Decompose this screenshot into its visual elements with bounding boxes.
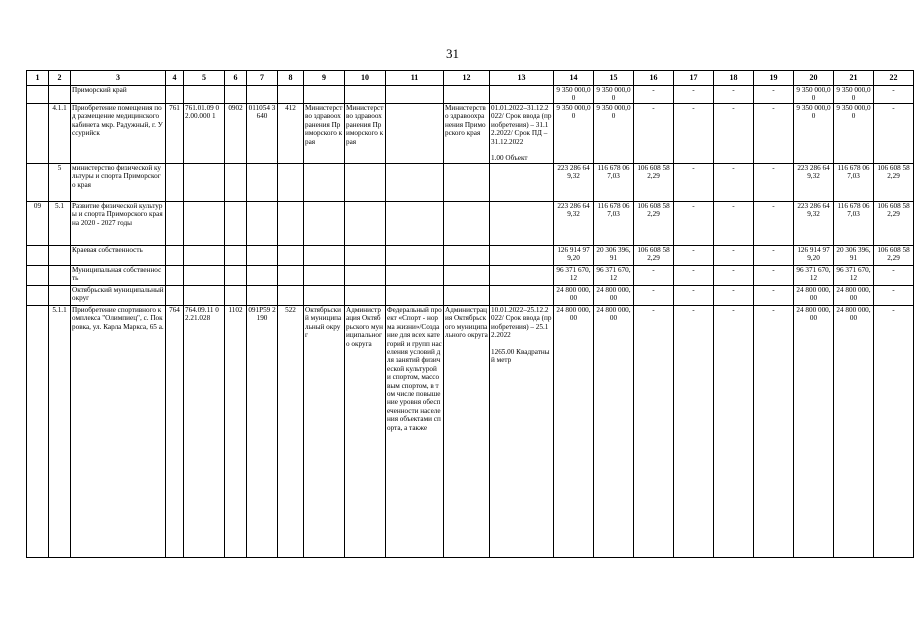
table-cell-col-2 (49, 86, 71, 104)
table-cell-col-13 (490, 266, 554, 286)
table-cell-col-10 (345, 286, 386, 306)
table-cell-col-17: - (674, 266, 714, 286)
table-cell-col-7 (247, 164, 278, 202)
table-cell-col-14: 9 350 000,00 (554, 104, 594, 164)
table-cell-col-19: - (754, 266, 794, 286)
table-cell-col-4 (166, 164, 184, 202)
table-cell-col-3: министерство физической культуры и спорта Приморского края (71, 164, 166, 202)
table-cell-col-18: - (714, 104, 754, 164)
table-cell-col-22: 106 608 582,29 (874, 246, 914, 266)
table-cell-col-13 (490, 286, 554, 306)
table-cell-col-18: - (714, 246, 754, 266)
table-cell-col-13 (490, 164, 554, 202)
table-cell-col-22: - (874, 306, 914, 558)
table-cell-col-16: - (634, 266, 674, 286)
table-cell-col-14: 24 800 000,00 (554, 286, 594, 306)
table-cell-col-20: 9 350 000,00 (794, 104, 834, 164)
table-cell-col-6 (225, 266, 247, 286)
table-cell-col-9 (304, 266, 345, 286)
table-cell-col-9 (304, 246, 345, 266)
table-cell-col-21: 96 371 670,12 (834, 266, 874, 286)
table-cell-col-2 (49, 286, 71, 306)
table-cell-col-7: 011054 3640 (247, 104, 278, 164)
table-cell-col-22: - (874, 104, 914, 164)
table-row (27, 104, 914, 164)
table-cell-col-2: 5.1 (49, 202, 71, 246)
table-cell-col-16: - (634, 86, 674, 104)
table-cell-col-6: 1102 (225, 306, 247, 558)
table-cell-col-6 (225, 202, 247, 246)
table-cell-col-11: Федеральный проект «Спорт - норма жизни»/Создание для всех категорий и групп населения условий для занятий физической культурой и спортом, массовым спортом, в том числе повышение уровня обеспеченности населения объектами спорта, а также (386, 306, 444, 558)
header-col-4: 4 (166, 71, 184, 86)
table-cell-col-12: Администрация Октябрьского муниципального округа (444, 306, 490, 558)
table-cell-col-9 (304, 286, 345, 306)
table-cell-col-11 (386, 286, 444, 306)
table-cell-col-11 (386, 246, 444, 266)
table-cell-col-4 (166, 266, 184, 286)
table-cell-col-13: 10.01.2022–25.12.2022/ Срок ввода (приобретения) – 25.12.2022 1265.00 Квадратный метр (490, 306, 554, 558)
table-cell-col-16: - (634, 306, 674, 558)
table-cell-col-18: - (714, 306, 754, 558)
table-cell-col-17: - (674, 246, 714, 266)
table-cell-col-4: 764 (166, 306, 184, 558)
header-col-20: 20 (794, 71, 834, 86)
table-cell-col-14: 223 286 649,32 (554, 164, 594, 202)
table-cell-col-14: 96 371 670,12 (554, 266, 594, 286)
header-col-18: 18 (714, 71, 754, 86)
table-cell-col-19: - (754, 164, 794, 202)
table-cell-col-13 (490, 246, 554, 266)
table-cell-col-12 (444, 266, 490, 286)
table-cell-col-16: 106 608 582,29 (634, 202, 674, 246)
table-cell-col-20: 9 350 000,00 (794, 86, 834, 104)
table-cell-col-20: 24 800 000,00 (794, 286, 834, 306)
table-cell-col-1: 09 (27, 202, 49, 246)
table-cell-col-1 (27, 86, 49, 104)
table-cell-col-18: - (714, 86, 754, 104)
table-cell-col-20: 96 371 670,12 (794, 266, 834, 286)
table-cell-col-21: 9 350 000,00 (834, 104, 874, 164)
table-cell-col-15: 24 800 000,00 (594, 306, 634, 558)
table-cell-col-10 (345, 202, 386, 246)
table-cell-col-20: 223 286 649,32 (794, 202, 834, 246)
header-col-1: 1 (27, 71, 49, 86)
table-cell-col-5 (184, 202, 225, 246)
table-cell-col-4: 761 (166, 104, 184, 164)
table-cell-col-21: 24 800 000,00 (834, 286, 874, 306)
table-cell-col-17: - (674, 202, 714, 246)
header-col-5: 5 (184, 71, 225, 86)
table-cell-col-15: 9 350 000,00 (594, 86, 634, 104)
header-col-17: 17 (674, 71, 714, 86)
table-cell-col-12 (444, 246, 490, 266)
table-cell-col-14: 223 286 649,32 (554, 202, 594, 246)
table-cell-col-15: 96 371 670,12 (594, 266, 634, 286)
header-col-11: 11 (386, 71, 444, 86)
table-cell-col-3: Краевая собственность (71, 246, 166, 266)
table-cell-col-2: 5 (49, 164, 71, 202)
table-cell-col-18: - (714, 286, 754, 306)
table-cell-col-5 (184, 86, 225, 104)
table-cell-col-20: 223 286 649,32 (794, 164, 834, 202)
table-cell-col-15: 116 678 067,03 (594, 164, 634, 202)
table-cell-col-12 (444, 86, 490, 104)
table-cell-col-4 (166, 202, 184, 246)
table-row (27, 246, 914, 266)
table-cell-col-7 (247, 202, 278, 246)
table-cell-col-6 (225, 86, 247, 104)
table-cell-col-7: 091P59 2190 (247, 306, 278, 558)
header-col-10: 10 (345, 71, 386, 86)
table-cell-col-10 (345, 86, 386, 104)
table-cell-col-11 (386, 104, 444, 164)
table-cell-col-19: - (754, 306, 794, 558)
header-col-21: 21 (834, 71, 874, 86)
table-cell-col-3: Октябрьский муниципальный округ (71, 286, 166, 306)
table-cell-col-13 (490, 86, 554, 104)
header-col-22: 22 (874, 71, 914, 86)
table-cell-col-11 (386, 266, 444, 286)
table-cell-col-12 (444, 164, 490, 202)
table-cell-col-5 (184, 266, 225, 286)
table-cell-col-22: 106 608 582,29 (874, 202, 914, 246)
table-cell-col-16: 106 608 582,29 (634, 164, 674, 202)
table-cell-col-14: 126 914 979,20 (554, 246, 594, 266)
table-cell-col-4 (166, 86, 184, 104)
table-cell-col-20: 24 800 000,00 (794, 306, 834, 558)
table-cell-col-1 (27, 104, 49, 164)
header-col-3: 3 (71, 71, 166, 86)
header-col-9: 9 (304, 71, 345, 86)
table-cell-col-18: - (714, 266, 754, 286)
table-cell-col-1 (27, 306, 49, 558)
table-row (27, 164, 914, 202)
table-row (27, 202, 914, 246)
header-col-13: 13 (490, 71, 554, 86)
table-cell-col-8 (278, 164, 304, 202)
table-cell-col-16: - (634, 286, 674, 306)
table-cell-col-3: Приобретение спортивного комплекса "Олимпиец", с. Покровка, ул. Карла Маркса, 65 а. (71, 306, 166, 558)
table-header-row (27, 71, 914, 86)
table-cell-col-21: 116 678 067,03 (834, 164, 874, 202)
table-cell-col-22: - (874, 286, 914, 306)
table-cell-col-2: 5.1.1 (49, 306, 71, 558)
table-cell-col-19: - (754, 104, 794, 164)
header-col-19: 19 (754, 71, 794, 86)
table-cell-col-10 (345, 266, 386, 286)
table-cell-col-14: 9 350 000,00 (554, 86, 594, 104)
table-cell-col-18: - (714, 202, 754, 246)
table-cell-col-19: - (754, 86, 794, 104)
table-cell-col-10: Администрация Октябрьского муниципального округа (345, 306, 386, 558)
table-cell-col-17: - (674, 86, 714, 104)
table-row (27, 86, 914, 104)
header-col-8: 8 (278, 71, 304, 86)
table-row (27, 286, 914, 306)
table-cell-col-6 (225, 286, 247, 306)
table-cell-col-2: 4.1.1 (49, 104, 71, 164)
table-cell-col-18: - (714, 164, 754, 202)
table-cell-col-4 (166, 286, 184, 306)
budget-table (26, 70, 914, 558)
header-col-2: 2 (49, 71, 71, 86)
table-cell-col-16: - (634, 104, 674, 164)
header-col-12: 12 (444, 71, 490, 86)
table-cell-col-2 (49, 246, 71, 266)
table-cell-col-8: 522 (278, 306, 304, 558)
table-cell-col-9: Октябрьский муниципальный округ (304, 306, 345, 558)
table-cell-col-11 (386, 86, 444, 104)
table-cell-col-5 (184, 246, 225, 266)
table-cell-col-10: Министерство здравоохранения Приморского края (345, 104, 386, 164)
table-cell-col-21: 20 306 396,91 (834, 246, 874, 266)
table-cell-col-5: 761.01.09 02.00.000 1 (184, 104, 225, 164)
table-cell-col-21: 9 350 000,00 (834, 86, 874, 104)
table-cell-col-20: 126 914 979,20 (794, 246, 834, 266)
table-cell-col-1 (27, 286, 49, 306)
table-cell-col-21: 24 800 000,00 (834, 306, 874, 558)
table-cell-col-14: 24 800 000,00 (554, 306, 594, 558)
table-cell-col-6 (225, 164, 247, 202)
table-cell-col-9 (304, 202, 345, 246)
table-cell-col-10 (345, 164, 386, 202)
table-cell-col-9 (304, 164, 345, 202)
table-cell-col-3: Развитие физической культуры и спорта Приморского края на 2020 - 2027 годы (71, 202, 166, 246)
table-cell-col-19: - (754, 286, 794, 306)
header-col-7: 7 (247, 71, 278, 86)
table-cell-col-9 (304, 86, 345, 104)
table-cell-col-17: - (674, 164, 714, 202)
table-cell-col-19: - (754, 202, 794, 246)
header-col-15: 15 (594, 71, 634, 86)
table-cell-col-7 (247, 246, 278, 266)
table-cell-col-15: 116 678 067,03 (594, 202, 634, 246)
table-row (27, 306, 914, 558)
table-cell-col-11 (386, 202, 444, 246)
table-cell-col-13: 01.01.2022–31.12.2022/ Срок ввода (приобретения) – 31.12.2022/ Срок ПД – 31.12.2022 1.00 Объект (490, 104, 554, 164)
table-cell-col-15: 20 306 396,91 (594, 246, 634, 266)
table-cell-col-7 (247, 86, 278, 104)
table-cell-col-9: Министерство здравоохранения Приморского края (304, 104, 345, 164)
table-cell-col-3: Муниципальная собственность (71, 266, 166, 286)
table-cell-col-22: - (874, 266, 914, 286)
header-col-16: 16 (634, 71, 674, 86)
header-col-14: 14 (554, 71, 594, 86)
table-cell-col-8: 412 (278, 104, 304, 164)
table-cell-col-8 (278, 246, 304, 266)
table-cell-col-12 (444, 286, 490, 306)
table-cell-col-6 (225, 246, 247, 266)
table-cell-col-11 (386, 164, 444, 202)
table-cell-col-17: - (674, 286, 714, 306)
table-cell-col-5 (184, 286, 225, 306)
table-cell-col-8 (278, 86, 304, 104)
table-cell-col-1 (27, 246, 49, 266)
table-cell-col-22: - (874, 86, 914, 104)
table-cell-col-6: 0902 (225, 104, 247, 164)
table-cell-col-5: 764.09.11 02.21.028 (184, 306, 225, 558)
table-cell-col-5 (184, 164, 225, 202)
table-cell-col-3: Приморский край (71, 86, 166, 104)
table-cell-col-15: 9 350 000,00 (594, 104, 634, 164)
table-cell-col-1 (27, 266, 49, 286)
table-row (27, 266, 914, 286)
table-cell-col-15: 24 800 000,00 (594, 286, 634, 306)
table-cell-col-8 (278, 266, 304, 286)
table-cell-col-12: Министерство здравоохранения Приморского края (444, 104, 490, 164)
table-cell-col-17: - (674, 306, 714, 558)
table-cell-col-8 (278, 286, 304, 306)
table-cell-col-22: 106 608 582,29 (874, 164, 914, 202)
table-cell-col-16: 106 608 582,29 (634, 246, 674, 266)
table-cell-col-10 (345, 246, 386, 266)
table-cell-col-21: 116 678 067,03 (834, 202, 874, 246)
table-cell-col-17: - (674, 104, 714, 164)
table-cell-col-1 (27, 164, 49, 202)
table-cell-col-12 (444, 202, 490, 246)
page-number: 31 (446, 46, 459, 61)
table-cell-col-13 (490, 202, 554, 246)
header-col-6: 6 (225, 71, 247, 86)
table-cell-col-19: - (754, 246, 794, 266)
table-cell-col-4 (166, 246, 184, 266)
table-cell-col-8 (278, 202, 304, 246)
table-cell-col-2 (49, 266, 71, 286)
table-cell-col-3: Приобретение помещения под размещение медицинского кабинета мкр. Радужный, г. Уссурийск (71, 104, 166, 164)
table-cell-col-7 (247, 286, 278, 306)
table-cell-col-7 (247, 266, 278, 286)
